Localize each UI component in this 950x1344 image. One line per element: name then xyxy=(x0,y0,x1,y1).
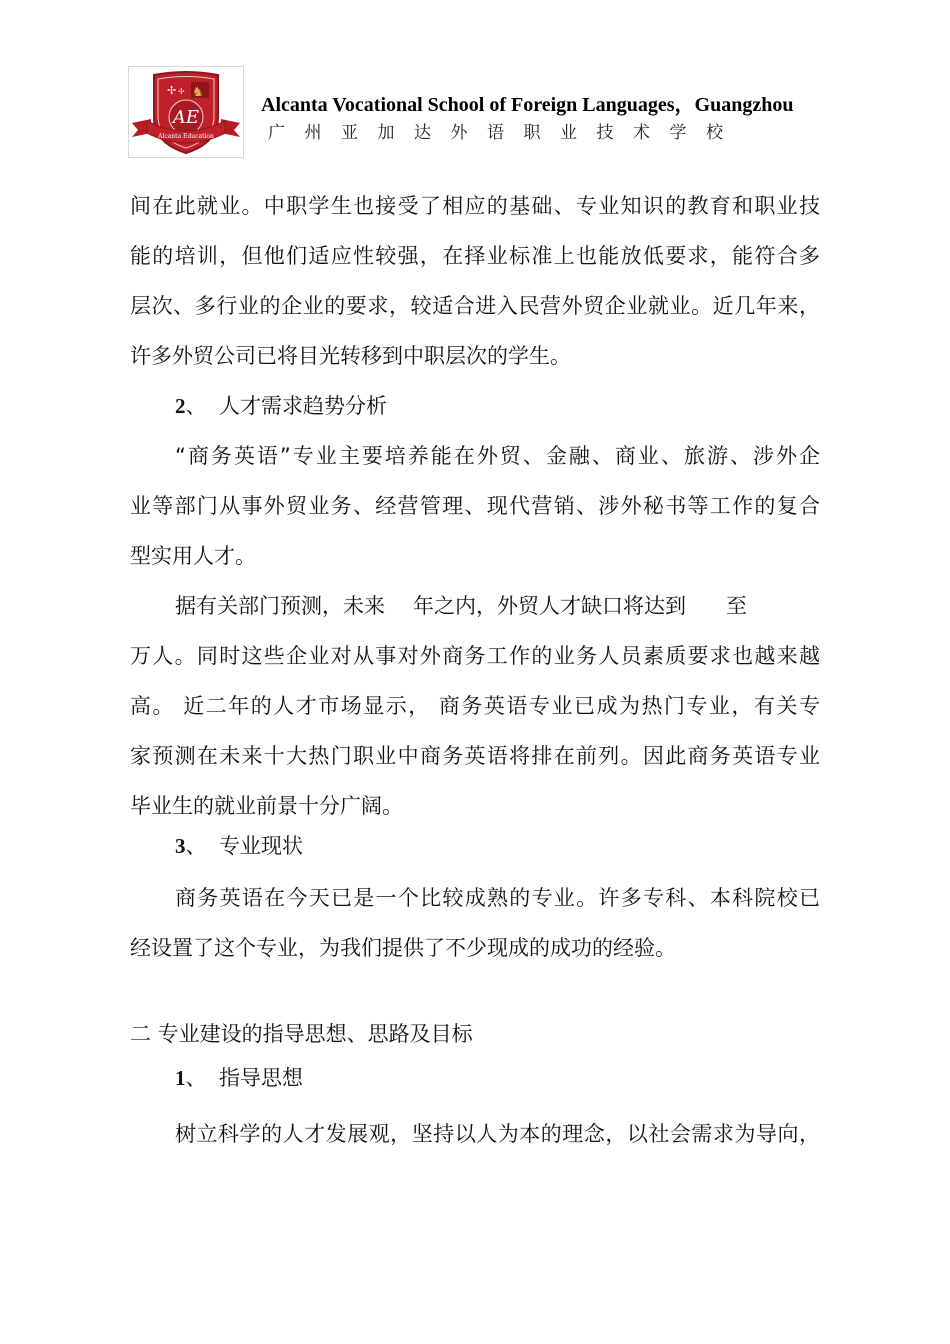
school-name-chinese: 广州亚加达外语职业技术学校 xyxy=(268,123,743,143)
paragraph-line: 高。 近二年的人才市场显示， 商务英语专业已成为热门专业，有关专 xyxy=(130,694,820,718)
heading-number: 3 xyxy=(175,834,186,858)
paragraph-line: 间在此就业。中职学生也接受了相应的基础、专业知识的教育和职业技 xyxy=(130,194,820,218)
text-fragment: 至 xyxy=(726,594,747,618)
heading-number: 1 xyxy=(175,1066,186,1090)
heading-separator: 、 xyxy=(185,394,207,418)
paragraph-line: 许多外贸公司已将目光转移到中职层次的学生。 xyxy=(130,344,571,368)
paragraph-line: 业等部门从事外贸业务、经营管理、现代营销、涉外秘书等工作的复合 xyxy=(130,494,820,518)
heading-title: 人才需求趋势分析 xyxy=(219,394,387,418)
paragraph-line: 能的培训，但他们适应性较强，在择业标准上也能放低要求，能符合多 xyxy=(130,244,820,268)
paragraph-line: 层次、多行业的企业的要求，较适合进入民营外贸企业就业。近几年来， xyxy=(130,294,820,318)
paragraph-line: 经设置了这个专业，为我们提供了不少现成的成功的经验。 xyxy=(130,936,676,960)
text-fragment: 年之内，外贸人才缺口将达到 xyxy=(413,594,686,618)
paragraph-line: “商务英语”专业主要培养能在外贸、金融、商业、旅游、涉外企 xyxy=(175,444,820,468)
school-name-english: Alcanta Vocational School of Foreign Languages，Guangzhou xyxy=(261,94,794,116)
paragraph-line: 商务英语在今天已是一个比较成熟的专业。许多专科、本科院校已 xyxy=(175,886,820,910)
section-title-2: 二 专业建设的指导思想、思路及目标 xyxy=(130,1022,473,1046)
paragraph-line: 毕业生的就业前景十分广阔。 xyxy=(130,794,403,818)
svg-text:✢: ✢ xyxy=(178,87,185,96)
paragraph-line: 型实用人才。 xyxy=(130,544,256,568)
heading-separator: 、 xyxy=(185,1066,207,1090)
heading-title: 指导思想 xyxy=(219,1066,303,1090)
svg-text:Alcanta Education: Alcanta Education xyxy=(158,133,214,140)
text-fragment: 据有关部门预测，未来 xyxy=(175,594,385,618)
svg-text:✢: ✢ xyxy=(167,84,177,97)
section-heading-1 xyxy=(175,1064,303,1092)
heading-title: 专业现状 xyxy=(219,834,303,858)
paragraph-line xyxy=(175,592,747,620)
section-heading-3 xyxy=(175,832,303,860)
svg-text:♞: ♞ xyxy=(192,85,204,100)
paragraph-line: 树立科学的人才发展观，坚持以人为本的理念，以社会需求为导向， xyxy=(175,1122,820,1146)
paragraph-line: 家预测在未来十大热门职业中商务英语将排在前列。因此商务英语专业 xyxy=(130,744,820,768)
heading-number: 2 xyxy=(175,394,186,418)
heading-separator: 、 xyxy=(185,834,207,858)
svg-text:AE: AE xyxy=(172,107,200,128)
section-heading-2 xyxy=(175,392,387,420)
paragraph-line: 万人。同时这些企业对从事对外商务工作的业务人员素质要求也越来越 xyxy=(130,644,820,668)
